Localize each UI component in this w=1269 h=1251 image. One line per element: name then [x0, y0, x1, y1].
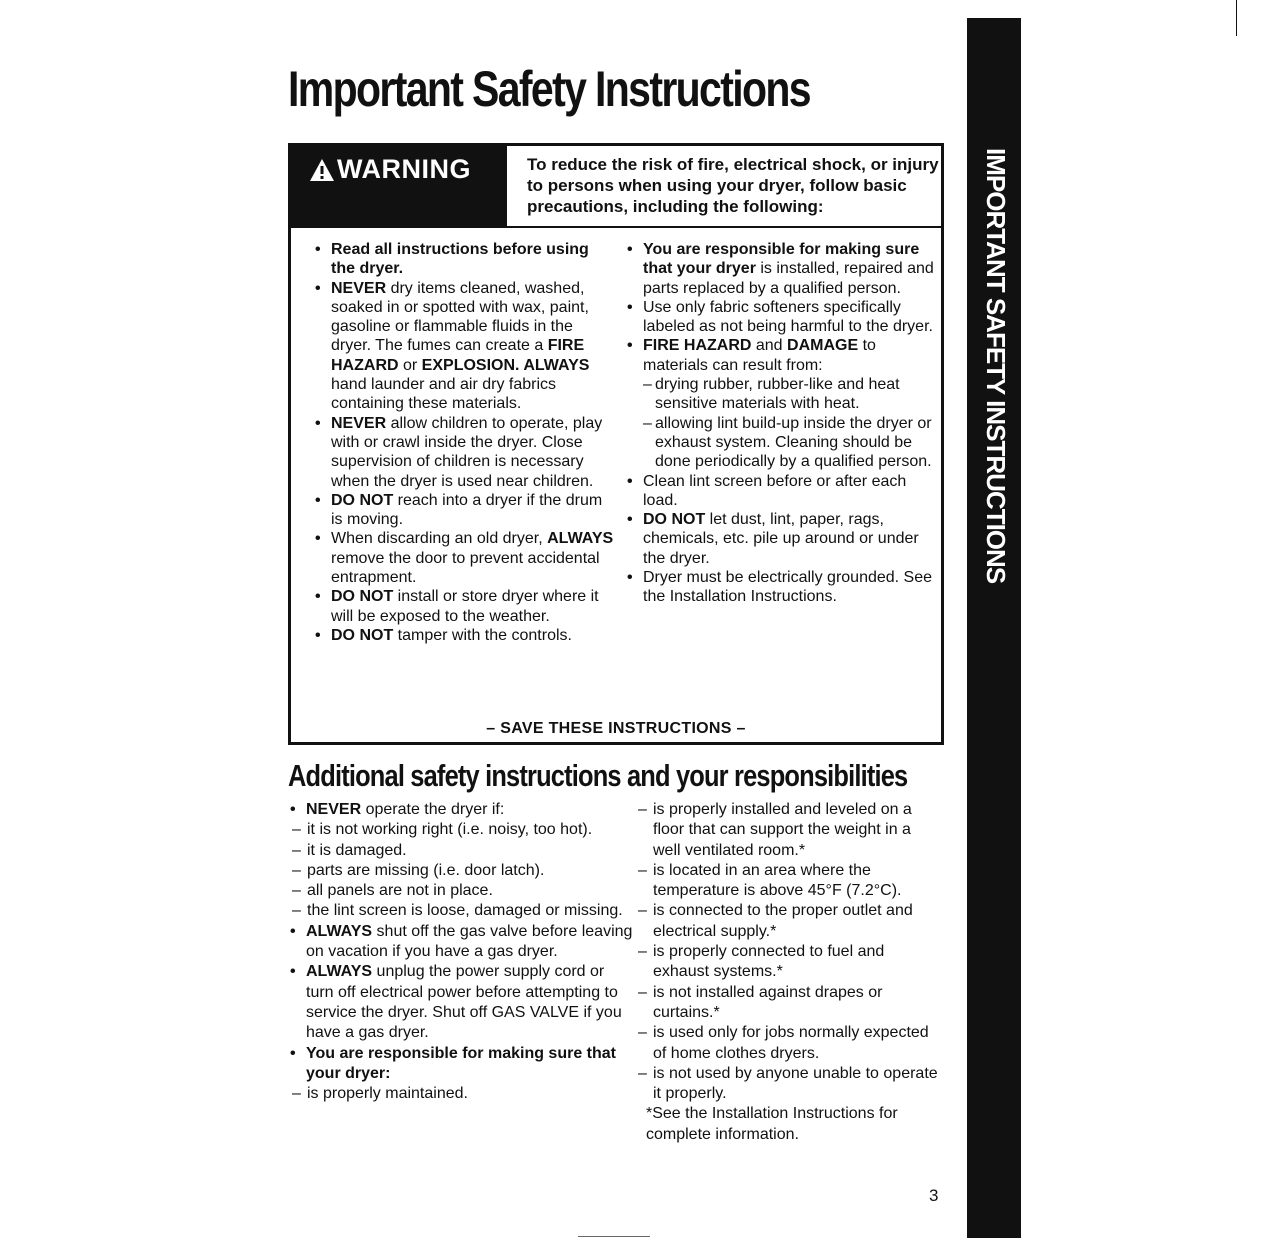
sub-item: – is properly installed and leveled on a floor that can support the weight in a well ventilated room.*: [638, 800, 938, 861]
sub-item: – the lint screen is loose, damaged or missing.: [292, 901, 635, 921]
sub-item: – allowing lint build-up inside the dryer or exhaust system. Cleaning should be done periodically by a qualified person.: [643, 414, 937, 472]
list-item: • Clean lint screen before or after each load.: [627, 472, 937, 511]
sub-item: – is located in an area where the temperature is above 45°F (7.2°C).: [638, 861, 938, 902]
sub-item: – it is not working right (i.e. noisy, too hot).: [292, 820, 635, 840]
list-item: • You are responsible for making sure that your dryer:: [290, 1044, 635, 1085]
sub-item: – is connected to the proper outlet and electrical supply.*: [638, 901, 938, 942]
list-item: • Read all instructions before using the dryer.: [315, 240, 615, 279]
list-item: • DO NOT tamper with the controls.: [315, 626, 615, 645]
list-item: • NEVER dry items cleaned, washed, soaked in or spotted with wax, paint, gasoline or flammable fluids in the dryer. The fumes can create a FIRE HAZARD or EXPLOSION. ALWAYS hand launder and air dry fabrics containing these materials.: [315, 279, 615, 414]
list-item: • Use only fabric softeners specifically labeled as not being harmful to the dryer.: [627, 298, 937, 337]
page-number: 3: [929, 1186, 939, 1205]
footnote: *See the Installation Instructions for complete information.: [646, 1105, 898, 1143]
sub-item: – all panels are not in place.: [292, 881, 635, 901]
bottom-rule: [578, 1236, 650, 1237]
header-rule: [507, 226, 941, 228]
sub-item: – is properly maintained.: [292, 1084, 635, 1104]
sub-item: – it is damaged.: [292, 841, 635, 861]
side-tab-label: IMPORTANT SAFETY INSTRUCTIONS: [981, 148, 1011, 584]
sub-item: – is not installed against drapes or curtains.*: [638, 983, 938, 1024]
page-title: Important Safety Instructions: [288, 61, 810, 117]
warning-right-column: [627, 240, 937, 607]
list-item: • You are responsible for making sure that your dryer is installed, repaired and parts replaced by a qualified person.: [627, 240, 937, 298]
sub-item: – is not used by anyone unable to operate it properly.: [638, 1064, 938, 1105]
sub-item: – parts are missing (i.e. door latch).: [292, 861, 635, 881]
alert-triangle-icon: [309, 158, 335, 182]
list-item: • ALWAYS shut off the gas valve before leaving on vacation if you have a gas dryer.: [290, 922, 635, 963]
list-item: • NEVER allow children to operate, play with or crawl inside the dryer. Close supervision of children is necessary when the dryer is used near children.: [315, 414, 615, 491]
warning-intro: To reduce the risk of fire, electrical shock, or injury to persons when using your dryer, follow basic precautions, including the following:: [527, 155, 939, 216]
list-item: • DO NOT let dust, lint, paper, rags, chemicals, etc. pile up around or under the dryer.: [627, 510, 937, 568]
additional-right-column: [638, 800, 938, 1145]
corner-crop-mark: [1236, 0, 1237, 36]
sub-item: – is properly connected to fuel and exhaust systems.*: [638, 942, 938, 983]
list-item: • DO NOT reach into a dryer if the drum is moving.: [315, 491, 615, 530]
warning-left-column: [315, 240, 615, 645]
save-instructions-line: – SAVE THESE INSTRUCTIONS –: [486, 720, 746, 737]
list-item: • DO NOT install or store dryer where it will be exposed to the weather.: [315, 587, 615, 626]
warning-label-text: WARNING: [337, 154, 471, 184]
sub-item: – drying rubber, rubber-like and heat sensitive materials with heat.: [643, 375, 937, 414]
sub-item: – is used only for jobs normally expected of home clothes dryers.: [638, 1023, 938, 1064]
list-item: • When discarding an old dryer, ALWAYS remove the door to prevent accidental entrapment.: [315, 529, 615, 587]
warning-label: [309, 154, 471, 185]
side-tab: [967, 18, 1021, 1238]
list-item: • ALWAYS unplug the power supply cord or turn off electrical power before attempting to service the dryer. Shut off GAS VALVE if you have a gas dryer.: [290, 962, 635, 1043]
list-item: • NEVER operate the dryer if:: [290, 800, 635, 820]
warning-header: [291, 146, 507, 228]
list-item: • FIRE HAZARD and DAMAGE to materials can result from: – drying rubber, rubber-like and heat sensitive materials with heat. – allowing lint build-up inside the dryer or exhaust system. Cleaning should be done periodically by a qualified person.: [627, 336, 937, 471]
section-heading: Additional safety instructions and your responsibilities: [288, 758, 908, 793]
additional-left-column: [290, 800, 635, 1104]
list-item: • Dryer must be electrically grounded. See the Installation Instructions.: [627, 568, 937, 607]
warning-box: [288, 143, 944, 745]
